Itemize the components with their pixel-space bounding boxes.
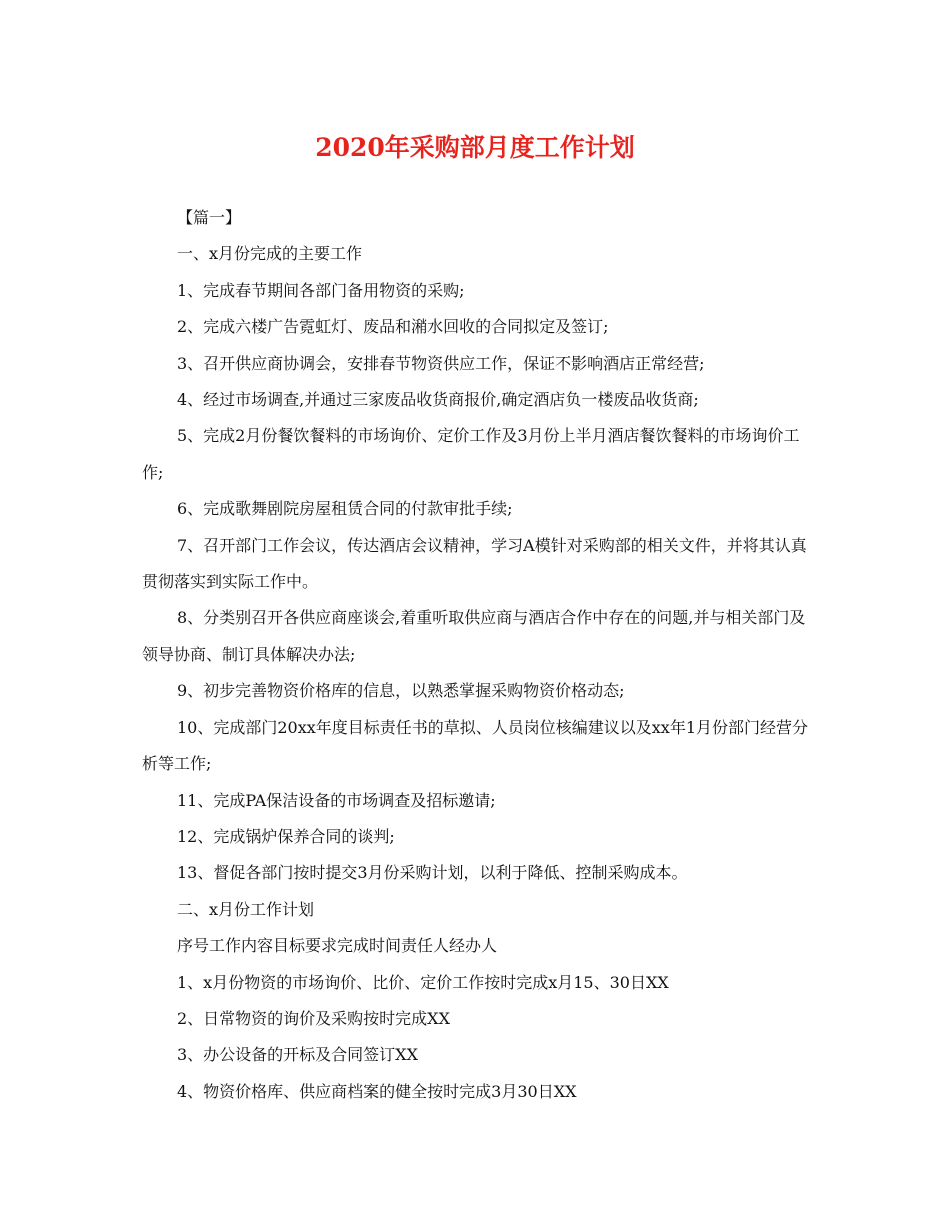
paragraph-item-4: 4、经过市场调查,并通过三家废品收货商报价,确定酒店负一楼废品收货商; (177, 390, 699, 410)
paragraph-plan-4: 4、物资价格库、供应商档案的健全按时完成3月30日XX (177, 1081, 577, 1101)
paragraph-plan-1: 1、x月份物资的市场询价、比价、定价工作按时完成x月15、30日XX (177, 972, 669, 992)
paragraph-item-1: 1、完成春节期间各部门备用物资的采购; (177, 280, 465, 300)
paragraph-plan-2: 2、日常物资的询价及采购按时完成XX (177, 1008, 450, 1028)
paragraph-item-7: 7、召开部门工作会议，传达酒店会议精神，学习A模针对采购部的相关文件，并将其认真贯彻落实到实际工作中。 (142, 535, 807, 592)
paragraph-item-12: 12、完成锅炉保养合同的谈判; (177, 826, 395, 846)
paragraph-item-10: 10、完成部门20xx年度目标责任书的草拟、人员岗位核编建议以及xx年1月份部门经营分析等工作; (142, 717, 808, 774)
paragraph-item-11: 11、完成PA保洁设备的市场调查及招标邀请; (177, 790, 496, 810)
paragraph-item-9: 9、初步完善物资价格库的信息，以熟悉掌握采购物资价格动态; (177, 681, 625, 701)
paragraph-item-6: 6、完成歌舞剧院房屋租赁合同的付款审批手续; (177, 499, 513, 519)
paragraph-heading-2: 二、x月份工作计划 (177, 899, 315, 919)
paragraph-table-header: 序号工作内容目标要求完成时间责任人经办人 (177, 936, 498, 956)
paragraph-item-13: 13、督促各部门按时提交3月份采购计划，以利于降低、控制采购成本。 (177, 863, 688, 883)
paragraph-heading-1: 一、x月份完成的主要工作 (177, 244, 363, 264)
document-body (142, 200, 818, 1110)
paragraph-section-label: 【篇一】 (177, 208, 242, 227)
paragraph-item-8: 8、分类别召开各供应商座谈会,着重听取供应商与酒店合作中存在的问题,并与相关部门及领导协商、制订具体解决办法; (142, 608, 806, 664)
paragraph-item-2: 2、完成六楼广告霓虹灯、废品和潲水回收的合同拟定及签订; (177, 317, 609, 337)
paragraph-item-5: 5、完成2月份餐饮餐料的市场询价、定价工作及3月份上半月酒店餐饮餐料的市场询价工作; (142, 426, 800, 482)
document-title: 2020年采购部月度工作计划 (315, 133, 635, 162)
paragraph-plan-3: 3、办公设备的开标及合同签订XX (177, 1045, 418, 1065)
paragraph-item-3: 3、召开供应商协调会，安排春节物资供应工作，保证不影响酒店正常经营; (177, 353, 705, 373)
